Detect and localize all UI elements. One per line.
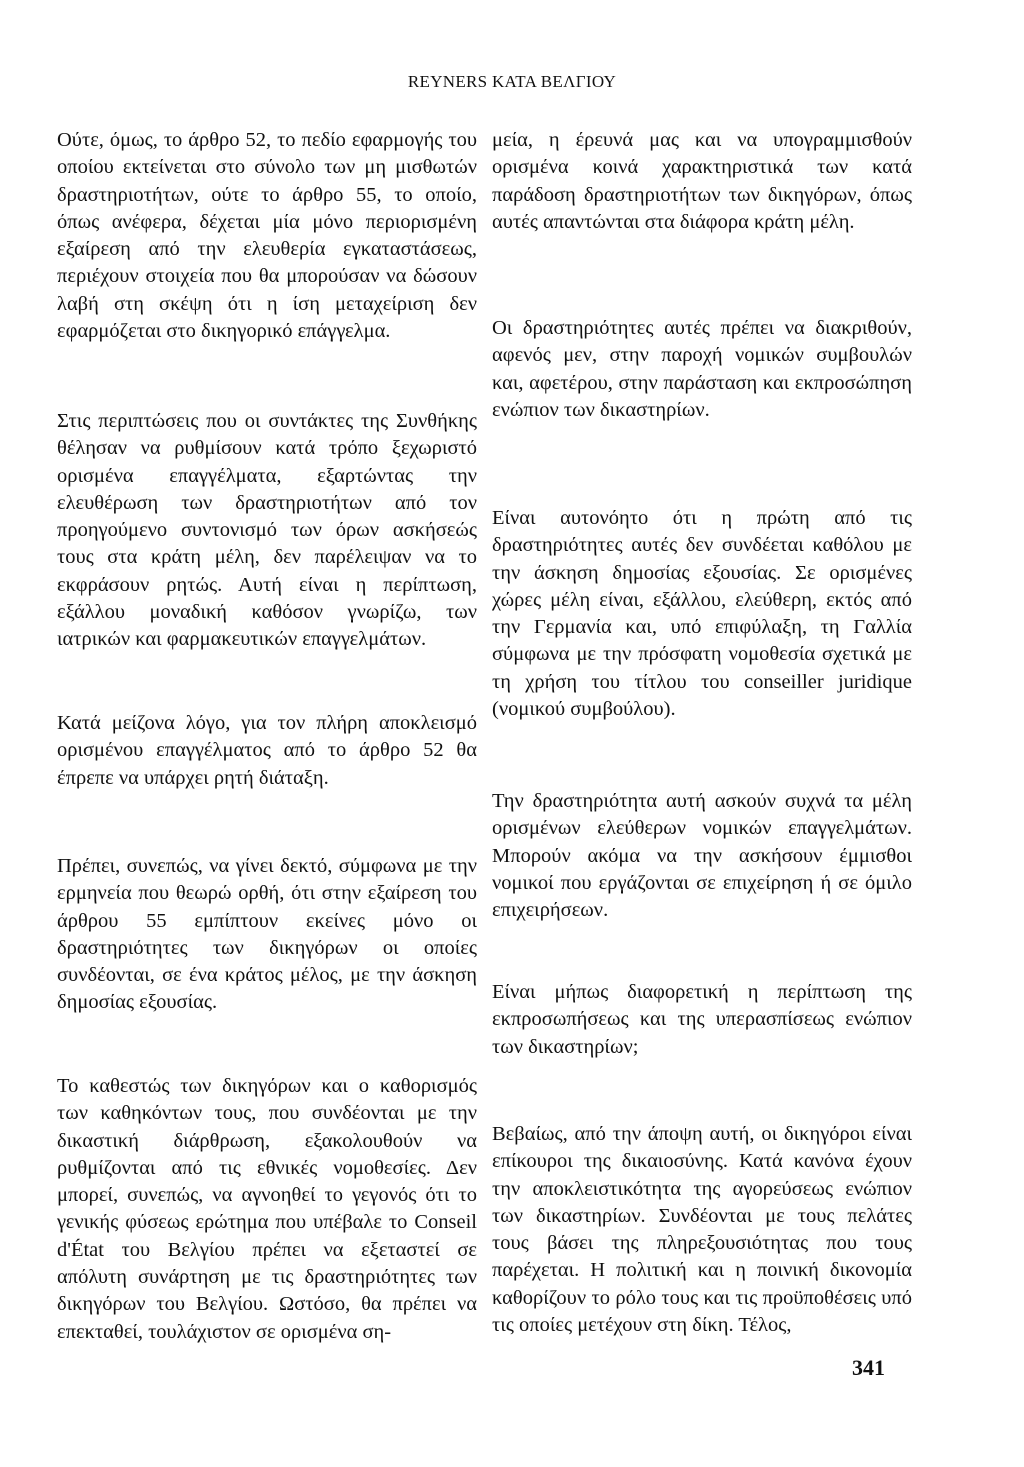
paragraph: Την δραστηριότητα αυτή ασκούν συχνά τα μέλη ορισμένων ελεύθερων νομικών επαγγελμάτων. Μπορούν ακόμα να την ασκήσουν έμμισθοι νομικοί που εργάζονται σε επιχείρηση ή σε όμιλο επιχειρήσεων.: [492, 790, 912, 922]
paragraph: μεία, η έρευνά μας και να υπογραμμισθούν ορισμένα κοινά χαρακτηριστικά των κατά παράδοση δραστηριοτήτων των δικηγόρων, όπως αυτές απαντώνται στα διάφορα κράτη μέλη.: [492, 129, 912, 233]
paragraph: Βεβαίως, από την άποψη αυτή, οι δικηγόροι είναι επίκουροι της δικαιοσύνης. Κατά κανόνα έχουν την αποκλειστικότητα της αγορεύσεως ενώπιον των δικαστηρίων. Συνδέονται με τους πελάτες τους βάσει της πληρεξουσιότητας που τους παρέχεται. Η πολιτική και η ποινική δικονομία καθορίζουν το ρόλο τους και τις προϋποθέσεις υπό τις οποίες μετέχουν στη δίκη. Τέλος,: [492, 1123, 912, 1337]
paragraph: Οι δραστηριότητες αυτές πρέπει να διακριθούν, αφενός μεν, στην παροχή νομικών συμβουλών και, αφετέρου, στην παράσταση και εκπροσώπηση ενώπιον των δικαστηρίων.: [492, 317, 912, 421]
paragraph: Είναι μήπως διαφορετική η περίπτωση της εκπροσωπήσεως και της υπερασπίσεως ενώπιον των δικαστηρίων;: [492, 981, 912, 1058]
paragraph: Κατά μείζονα λόγο, για τον πλήρη αποκλεισμό ορισμένου επαγγέλματος από το άρθρο 52 θα έπρεπε να υπάρχει ρητή διάταξη.: [57, 712, 477, 789]
paragraph: Είναι αυτονόητο ότι η πρώτη από τις δραστηριότητες αυτές δεν συνδέεται καθόλου με την άσκηση δημοσίας εξουσίας. Σε ορισμένες χώρες μέλη είναι, εξάλλου, ελεύθερη, εκτός από την Γερμανία και, υπό επιφύλαξη, τη Γαλλία σύμφωνα με την πρόσφατη νομοθεσία σχετικά με τη χρήση του τίτλου του conseiller juridique (νομικού συμβούλου).: [492, 507, 912, 721]
paragraph: Πρέπει, συνεπώς, να γίνει δεκτό, σύμφωνα με την ερμηνεία που θεωρώ ορθή, ότι στην εξαίρεση του άρθρου 55 εμπίπτουν εκείνες μόνο οι δραστηριότητες των δικηγόρων οι οποίες συνδέονται, σε ένα κράτος μέλος, με την άσκηση δημοσίας εξουσίας.: [57, 855, 477, 1014]
paragraph: Ούτε, όμως, το άρθρο 52, το πεδίο εφαρμογής του οποίου εκτείνεται στο σύνολο των μη μισθωτών δραστηριοτήτων, ούτε το άρθρο 55, το οποίο, όπως ανέφερα, δέχεται μία μόνο περιορισμένη εξαίρεση από την ελευθερία εγκαταστάσεως, περιέχουν στοιχεία που θα μπορούσαν να δώσουν λαβή στη σκέψη ότι η ίση μεταχείριση δεν εφαρμόζεται στο δικηγορικό επάγγελμα.: [57, 129, 477, 343]
page-number: 341: [852, 1355, 885, 1380]
paragraph: Στις περιπτώσεις που οι συντάκτες της Συνθήκης θέλησαν να ρυθμίσουν κατά τρόπο ξεχωριστό ορισμένα επαγγέλματα, εξαρτώντας την ελευθέρωση των δραστηριοτήτων από τον προηγούμενο συντονισμό των όρων ασκήσεώς τους στα κράτη μέλη, δεν παρέλειψαν να το εκφράσουν ρητώς. Αυτή είναι η περίπτωση, εξάλλου μοναδική καθόσον γνωρίζω, των ιατρικών και φαρμακευτικών επαγγελμάτων.: [57, 410, 477, 651]
paragraph: Το καθεστώς των δικηγόρων και ο καθορισμός των καθηκόντων τους, που συνδέονται με την δικαστική διάρθρωση, εξακολουθούν να ρυθμίζονται από τις εθνικές νομοθεσίες. Δεν μπορεί, συνεπώς, να αγνοηθεί το γεγονός ότι το γενικής φύσεως ερώτημα που υπέβαλε το Conseil d'État του Βελγίου πρέπει να εξεταστεί σε απόλυτη συνάρτηση με τις δραστηριότητες των δικηγόρων του Βελγίου. Ωστόσο, θα πρέπει να επεκταθεί, τουλάχιστον σε ορισμένα ση-: [57, 1075, 477, 1343]
running-header: REYNERS ΚΑΤΑ ΒΕΛΓΙΟΥ: [407, 72, 617, 91]
